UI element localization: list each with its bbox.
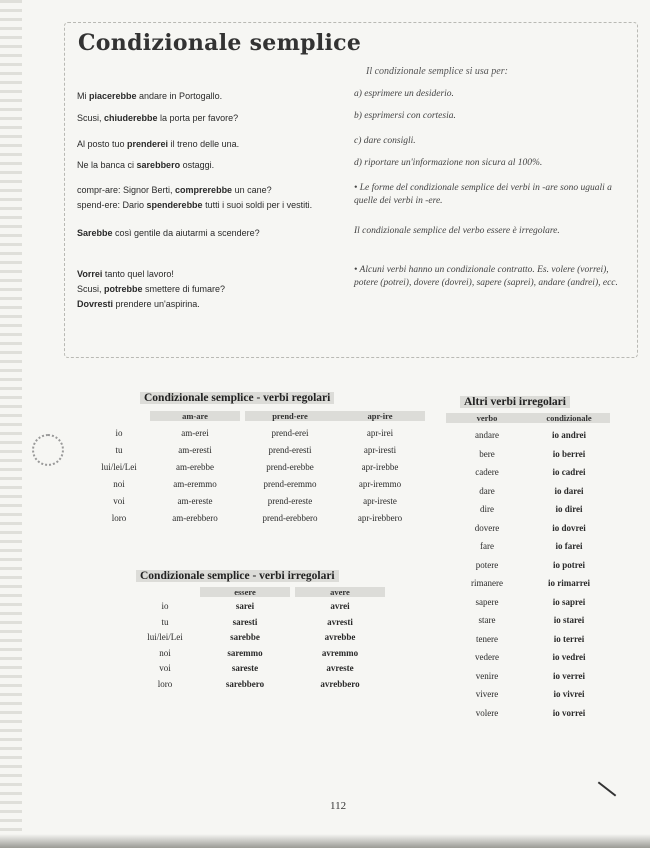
conditional-verb: Vorrei — [77, 269, 103, 279]
table-row-label: dare — [479, 485, 495, 496]
example-sentence — [77, 268, 174, 281]
example-sentence — [77, 159, 214, 172]
table-cell: io vivrei — [553, 689, 585, 699]
table-cell: am-erebbe — [176, 462, 214, 472]
table-cell: io starei — [553, 615, 585, 625]
column-header: condizionale — [528, 413, 610, 423]
table-cell: am-erebbero — [172, 513, 218, 523]
table-cell: apr-irebbero — [357, 513, 403, 523]
table-row-label: noi — [159, 647, 171, 658]
page-number: 112 — [330, 800, 347, 812]
table-cell: avrebbero — [320, 678, 360, 689]
example-text: smettere di fumare? — [142, 284, 226, 294]
table-row-label: tu — [161, 616, 169, 627]
table-cell: io terrei — [553, 633, 585, 644]
table-cell: avrebbe — [324, 632, 356, 642]
table-title: Altri verbi irregolari — [460, 396, 570, 408]
table-cell: saremmo — [227, 647, 263, 658]
example-sentence — [77, 227, 260, 240]
table-cell: am-eresti — [178, 445, 212, 455]
table-row-label: andare — [475, 430, 499, 440]
page-bottom-shadow — [0, 834, 650, 848]
table-row-label: tu — [115, 445, 123, 455]
table-cell: io vedrei — [552, 652, 586, 662]
table-row-label: tenere — [476, 633, 498, 644]
table-row-label: noi — [113, 479, 125, 489]
example-sentence — [77, 90, 222, 103]
table-row-label: stare — [478, 615, 496, 625]
conditional-verb: comprerebbe — [175, 185, 233, 195]
page-binding-edge — [0, 0, 22, 848]
table-cell: io darei — [554, 485, 584, 496]
table-cell: io dovrei — [552, 522, 586, 533]
table-cell: am-eremmo — [173, 479, 217, 489]
table-row-label: dovere — [474, 522, 500, 533]
usage-heading: Il condizionale semplice si usa per: — [366, 66, 508, 77]
example-text: la porta per favore? — [157, 113, 239, 123]
table-title: Condizionale semplice - verbi regolari — [140, 392, 334, 404]
table-cell: avrei — [330, 601, 350, 611]
table-row-label: lui/lei/Lei — [101, 462, 137, 472]
table-cell: avresti — [327, 616, 353, 627]
example-text: compr-are: Signor Berti, — [77, 185, 176, 195]
table-cell: prend-eresti — [268, 445, 312, 455]
table-row-label: fare — [480, 541, 494, 551]
table-row-label: lui/lei/Lei — [147, 632, 183, 642]
table-cell: io vorrei — [552, 707, 586, 718]
example-text: un cane? — [232, 185, 272, 195]
conditional-verb: Sarebbe — [77, 228, 113, 238]
column-header: prend-ere — [245, 411, 335, 421]
example-sentence — [77, 112, 238, 125]
usage-rule: a) esprimere un desiderio. — [354, 89, 454, 99]
table-cell: io direi — [555, 504, 583, 514]
table-row-label: bere — [479, 448, 495, 459]
table-row-label: io — [161, 601, 169, 611]
table-cell: io rimarrei — [547, 578, 591, 588]
example-sentence — [77, 184, 272, 197]
conditional-verb: prenderei — [127, 139, 169, 149]
example-text: Ne la banca ci — [77, 160, 137, 170]
table-cell: sareste — [231, 663, 259, 673]
usage-rule: d) riportare un'informazione non sicura al 100%. — [354, 158, 543, 168]
table-cell: sarebbe — [230, 632, 260, 642]
table-row-label: io — [115, 428, 123, 438]
column-header: verbo — [446, 413, 528, 423]
example-text: Al posto tuo — [77, 139, 128, 149]
usage-rule: b) esprimersi con cortesia. — [354, 111, 456, 121]
column-header: apr-ire — [335, 411, 425, 421]
table-cell: prend-erei — [271, 428, 309, 438]
example-sentence — [77, 298, 200, 311]
table-cell: avreste — [326, 663, 354, 673]
stamp-mark — [32, 434, 64, 466]
pen-mark — [598, 781, 617, 796]
table-row-label: potere — [475, 559, 499, 570]
table-cell: apr-ireste — [363, 496, 397, 506]
table-cell: io cadrei — [552, 467, 586, 477]
example-text: spend-ere: Dario — [77, 200, 147, 210]
example-text: Mi — [77, 91, 89, 101]
table-cell: sarebbero — [225, 678, 265, 689]
conditional-verb: chiuderebbe — [104, 113, 158, 123]
usage-rule: Il condizionale semplice del verbo essere è irregolare. — [354, 226, 560, 236]
conditional-verb: potrebbe — [104, 284, 143, 294]
table-cell: io verrei — [552, 670, 586, 681]
example-text: Scusi, — [77, 284, 105, 294]
example-text: andare in Portogallo. — [136, 91, 223, 101]
example-text: il treno delle una. — [168, 139, 240, 149]
table-cell: sarei — [235, 601, 255, 611]
table-cell: apr-irebbe — [361, 462, 399, 472]
example-text: così gentile da aiutarmi a scendere? — [112, 228, 260, 238]
table-row-label: loro — [157, 678, 173, 689]
table-row-label: venire — [475, 670, 499, 681]
example-sentence — [77, 199, 312, 212]
table-row-label: loro — [111, 513, 127, 523]
conditional-verb: piacerebbe — [89, 91, 137, 101]
table-cell: io saprei — [552, 596, 586, 607]
usage-rule: • Le forme del condizionale semplice dei verbi in -are sono uguali a quelle dei verbi in -ere. — [354, 183, 612, 206]
example-text: tutti i suoi soldi per i vestiti. — [202, 200, 313, 210]
table-cell: prend-eremmo — [263, 479, 317, 489]
conditional-verb: sarebbero — [136, 160, 181, 170]
table-cell: apr-iremmo — [358, 479, 402, 489]
table-row-label: vivere — [475, 689, 499, 699]
column-header: am-are — [150, 411, 240, 421]
table-row-label: rimanere — [471, 578, 503, 588]
table-cell: io farei — [555, 541, 583, 551]
usage-rule: c) dare consigli. — [354, 136, 416, 146]
table-cell: io andrei — [551, 430, 587, 440]
example-text: tanto quel lavoro! — [102, 269, 174, 279]
example-text: ostaggi. — [180, 160, 215, 170]
table-title: Condizionale semplice - verbi irregolari — [136, 570, 339, 582]
example-text: prendere un'aspirina. — [113, 299, 200, 309]
table-cell: prend-erebbero — [262, 513, 318, 523]
table-cell: avremmo — [321, 647, 359, 658]
table-row-label: voi — [159, 663, 171, 673]
table-cell: saresti — [232, 616, 258, 627]
table-cell: apr-iresti — [363, 445, 397, 455]
table-cell: io potrei — [552, 559, 586, 570]
page-title: Condizionale semplice — [78, 30, 362, 56]
usage-rule: • Alcuni verbi hanno un condizionale contratto. Es. volere (vorrei), potere (potrei), dovere (dovrei), sapere (saprei), andare (andrei), ecc. — [354, 265, 618, 288]
column-header: essere — [200, 587, 290, 597]
table-cell: apr-irei — [366, 428, 394, 438]
table-row-label: sapere — [475, 596, 499, 607]
table-row-label: vedere — [475, 652, 499, 662]
table-cell: prend-erebbe — [266, 462, 314, 472]
table-row-label: volere — [475, 707, 499, 718]
table-cell: io berrei — [552, 448, 586, 459]
table-cell: prend-ereste — [267, 496, 313, 506]
example-sentence — [77, 283, 225, 296]
table-row-label: cadere — [475, 467, 499, 477]
table-cell: am-erei — [181, 428, 209, 438]
column-header: avere — [295, 587, 385, 597]
conditional-verb: spenderebbe — [146, 200, 203, 210]
table-row-label: voi — [113, 496, 125, 506]
example-sentence — [77, 138, 239, 151]
table-cell: am-ereste — [177, 496, 213, 506]
table-row-label: dire — [480, 504, 494, 514]
example-text: Scusi, — [77, 113, 105, 123]
conditional-verb: Dovresti — [77, 299, 114, 309]
